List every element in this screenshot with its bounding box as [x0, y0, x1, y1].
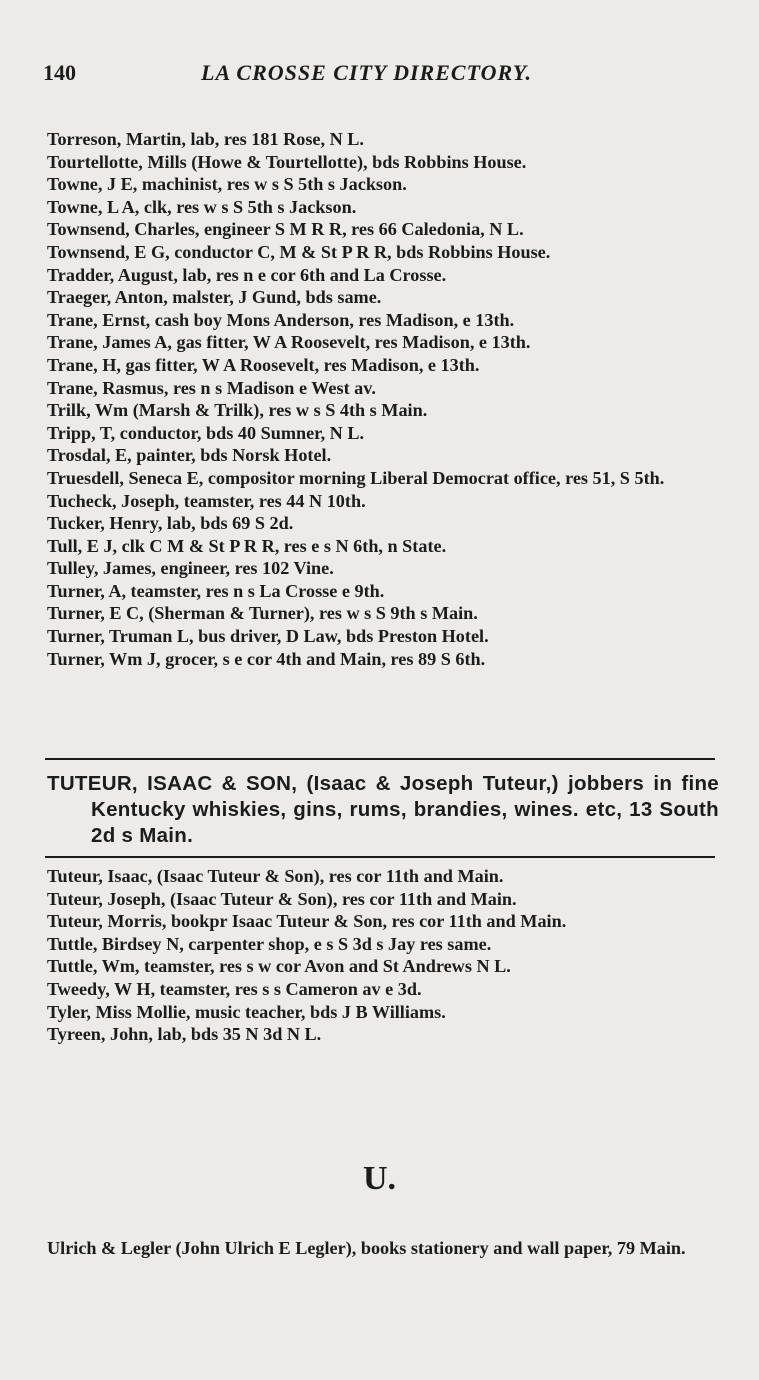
directory-entry: Towne, L A, clk, res w s S 5th s Jackson. [47, 196, 357, 217]
entries-block-2 [47, 865, 722, 1046]
directory-entry: Tuteur, Morris, bookpr Isaac Tuteur & Son, res cor 11th and Main. [47, 911, 567, 932]
advertisement-text: TUTEUR, ISAAC & SON, (Isaac & Joseph Tuteur,) jobbers in fine Kentucky whiskies, gins, rums, brandies, wines. etc, 13 South 2d s Main. [47, 772, 719, 847]
directory-entry: Turner, E C, (Sherman & Turner), res w s S 9th s Main. [47, 603, 478, 624]
directory-entry: Trane, Rasmus, res n s Madison e West av. [47, 377, 376, 398]
directory-entry: Traeger, Anton, malster, J Gund, bds same. [47, 287, 382, 308]
directory-entry: Ulrich & Legler (John Ulrich E Legler), books stationery and wall paper, 79 Main. [47, 1238, 686, 1258]
directory-entry: Tripp, T, conductor, bds 40 Sumner, N L. [47, 422, 365, 443]
directory-entry: Trane, H, gas fitter, W A Roosevelt, res Madison, e 13th. [47, 354, 480, 375]
page-header [43, 60, 723, 90]
directory-entry: Trane, Ernst, cash boy Mons Anderson, res Madison, e 13th. [47, 309, 515, 330]
directory-entry: Trilk, Wm (Marsh & Trilk), res w s S 4th s Main. [47, 400, 428, 421]
entries-block-1 [47, 128, 722, 670]
directory-entry: Tyreen, John, lab, bds 35 N 3d N L. [47, 1024, 322, 1045]
directory-entry: Tyler, Miss Mollie, music teacher, bds J B Williams. [47, 1001, 446, 1022]
directory-entry: Townsend, E G, conductor C, M & St P R R, bds Robbins House. [47, 241, 551, 262]
directory-entry: Trosdal, E, painter, bds Norsk Hotel. [47, 445, 332, 466]
section-heading: U. [362, 1160, 397, 1197]
directory-entry: Tuttle, Wm, teamster, res s w cor Avon and St Andrews N L. [47, 956, 511, 977]
directory-entry: Tull, E J, clk C M & St P R R, res e s N 6th, n State. [47, 535, 447, 556]
directory-entry: Tucker, Henry, lab, bds 69 S 2d. [47, 513, 294, 534]
directory-entry: Tuteur, Joseph, (Isaac Tuteur & Son), res cor 11th and Main. [47, 888, 517, 909]
page-number: 140 [43, 60, 76, 85]
directory-entry: Truesdell, Seneca E, compositor morning Liberal Democrat office, res 51, S 5th. [47, 467, 665, 488]
directory-entry: Turner, A, teamster, res n s La Crosse e 9th. [47, 580, 385, 601]
directory-entry: Towne, J E, machinist, res w s S 5th s Jackson. [47, 174, 407, 195]
directory-entry: Tradder, August, lab, res n e cor 6th and La Crosse. [47, 264, 447, 285]
entries-block-3 [47, 1237, 722, 1260]
directory-entry: Tuteur, Isaac, (Isaac Tuteur & Son), res cor 11th and Main. [47, 866, 504, 886]
directory-entry: Tourtellotte, Mills (Howe & Tourtellotte), bds Robbins House. [47, 151, 527, 172]
directory-entry: Tuttle, Birdsey N, carpenter shop, e s S 3d s Jay res same. [47, 933, 492, 954]
directory-entry: Turner, Wm J, grocer, s e cor 4th and Main, res 89 S 6th. [47, 648, 486, 669]
directory-entry: Townsend, Charles, engineer S M R R, res 66 Caledonia, N L. [47, 219, 524, 240]
directory-entry: Trane, James A, gas fitter, W A Roosevelt, res Madison, e 13th. [47, 332, 531, 353]
directory-entry: Tulley, James, engineer, res 102 Vine. [47, 558, 334, 579]
advertisement [47, 771, 719, 849]
directory-entry: Turner, Truman L, bus driver, D Law, bds Preston Hotel. [47, 626, 489, 647]
running-title: LA CROSSE CITY DIRECTORY. [201, 60, 533, 85]
divider-rule [45, 758, 715, 760]
directory-entry: Torreson, Martin, lab, res 181 Rose, N L. [47, 129, 364, 149]
directory-entry: Tucheck, Joseph, teamster, res 44 N 10th. [47, 490, 366, 511]
directory-entry: Tweedy, W H, teamster, res s s Cameron av e 3d. [47, 978, 422, 999]
divider-rule [45, 856, 715, 858]
